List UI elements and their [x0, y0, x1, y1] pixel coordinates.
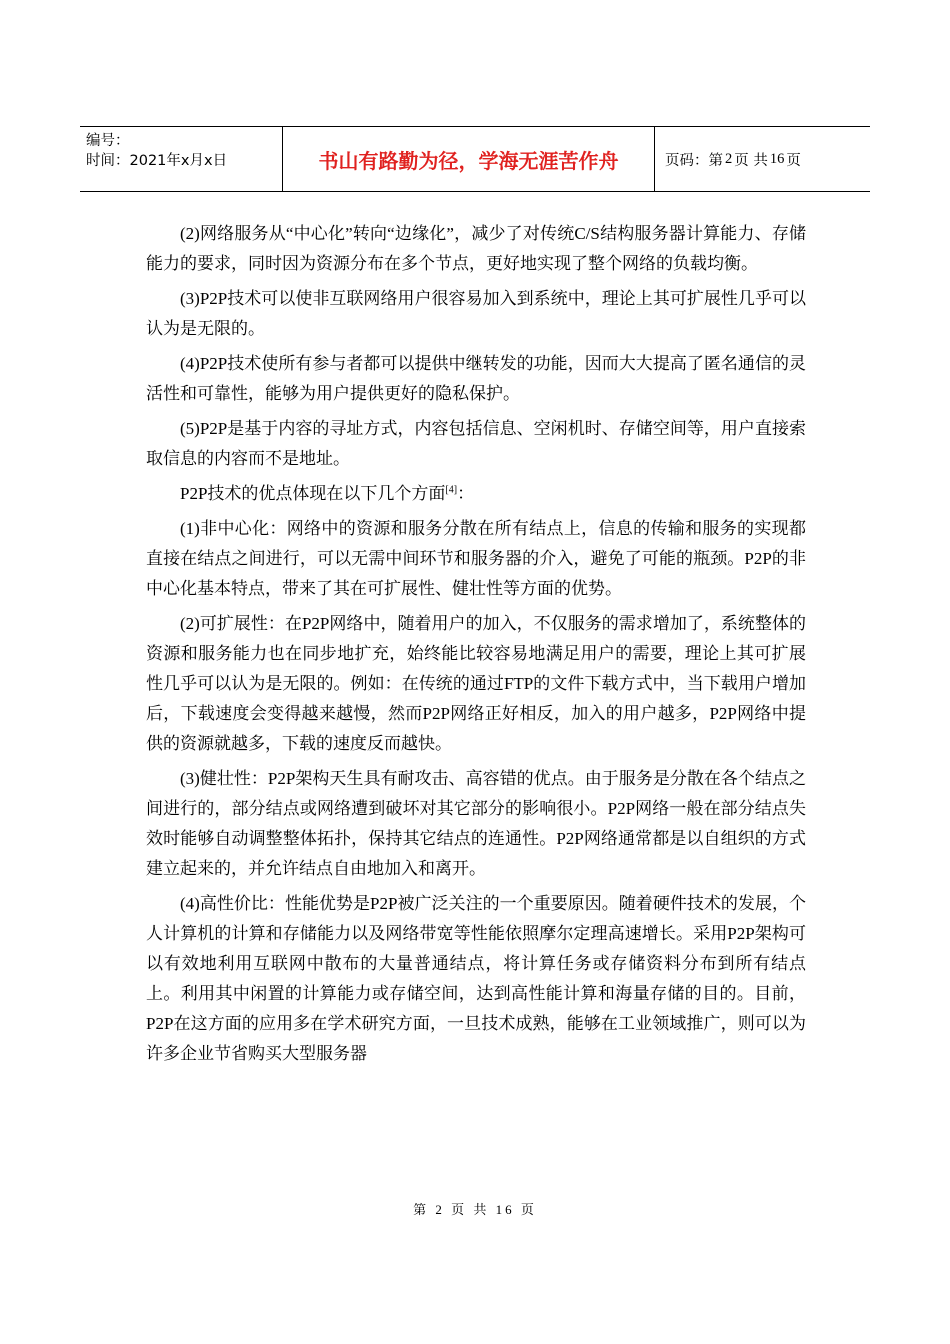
page-number-cell — [655, 127, 870, 191]
paragraph: (2)可扩展性：在P2P网络中，随着用户的加入，不仅服务的需求增加了，系统整体的资源和服务能力也在同步地扩充，始终能比较容易地满足用户的需要，理论上其可扩展性几乎可以认为是无限的。例如：在传统的通过FTP的文件下载方式中，当下载用户增加后，下载速度会变得越来越慢，然而P2P网络正好相反，加入的用户越多，P2P网络中提供的资源就越多，下载的速度反而越快。 — [146, 614, 806, 753]
paragraph-advantages-intro — [146, 479, 806, 509]
motto-cell — [283, 127, 655, 191]
paragraph: (4)高性价比：性能优势是P2P被广泛关注的一个重要原因。随着硬件技术的发展，个人计算机的计算和存储能力以及网络带宽等性能依照摩尔定理高速增长。采用P2P架构可以有效地利用互联网中散布的大量普通结点，将计算任务或存储资料分布到所有结点上。利用其中闲置的计算能力或存储空间，达到高性能计算和海量存储的目的。目前，P2P在这方面的应用多在学术研究方面，一旦技术成熟，能够在工业领域推广，则可以为许多企业节省购买大型服务器 — [146, 894, 806, 1063]
page-prefix: 页码：第 — [665, 152, 723, 169]
intro-text: P2P技术的优点体现在以下几个方面 — [180, 484, 446, 503]
page-mid: 页 共 — [734, 152, 768, 169]
body-text — [146, 219, 806, 1074]
header-info-cell — [80, 127, 283, 191]
reference-marker: [4] — [445, 484, 458, 496]
paragraph: (2)网络服务从“中心化”转向“边缘化”，减少了对传统C/S结构服务器计算能力、存储能力的要求，同时因为资源分布在多个节点，更好地实现了整个网络的负载均衡。 — [146, 224, 806, 273]
time-label: 时间：2021年x月x日 — [86, 153, 228, 169]
paragraph: (3)P2P技术可以使非互联网络用户很容易加入到系统中，理论上其可扩展性几乎可以认为是无限的。 — [146, 289, 806, 338]
paragraph: (1)非中心化：网络中的资源和服务分散在所有结点上，信息的传输和服务的实现都直接在结点之间进行，可以无需中间环节和服务器的介入，避免了可能的瓶颈。P2P的非中心化基本特点，带来了其在可扩展性、健壮性等方面的优势。 — [146, 519, 806, 598]
header-table — [80, 126, 870, 192]
page-footer: 第 2 页 共 16 页 — [413, 1202, 537, 1217]
page-num: 2 — [725, 150, 733, 167]
code-label: 编号： — [86, 133, 130, 149]
motto-text: 书山有路勤为径，学海无涯苦作舟 — [318, 148, 619, 173]
paragraph: (4)P2P技术使所有参与者都可以提供中继转发的功能，因而大大提高了匿名通信的灵活性和可靠性，能够为用户提供更好的隐私保护。 — [146, 354, 806, 403]
intro-colon: ： — [457, 484, 475, 503]
page-suffix: 页 — [786, 152, 801, 169]
page-total: 16 — [769, 150, 785, 167]
paragraph: (5)P2P是基于内容的寻址方式，内容包括信息、空闲机时、存储空间等，用户直接索取信息的内容而不是地址。 — [146, 419, 806, 468]
paragraph: (3)健壮性：P2P架构天生具有耐攻击、高容错的优点。由于服务是分散在各个结点之间进行的，部分结点或网络遭到破坏对其它部分的影响很小。P2P网络一般在部分结点失效时能够自动调整整体拓扑，保持其它结点的连通性。P2P网络通常都是以自组织的方式建立起来的，并允许结点自由地加入和离开。 — [146, 769, 806, 878]
